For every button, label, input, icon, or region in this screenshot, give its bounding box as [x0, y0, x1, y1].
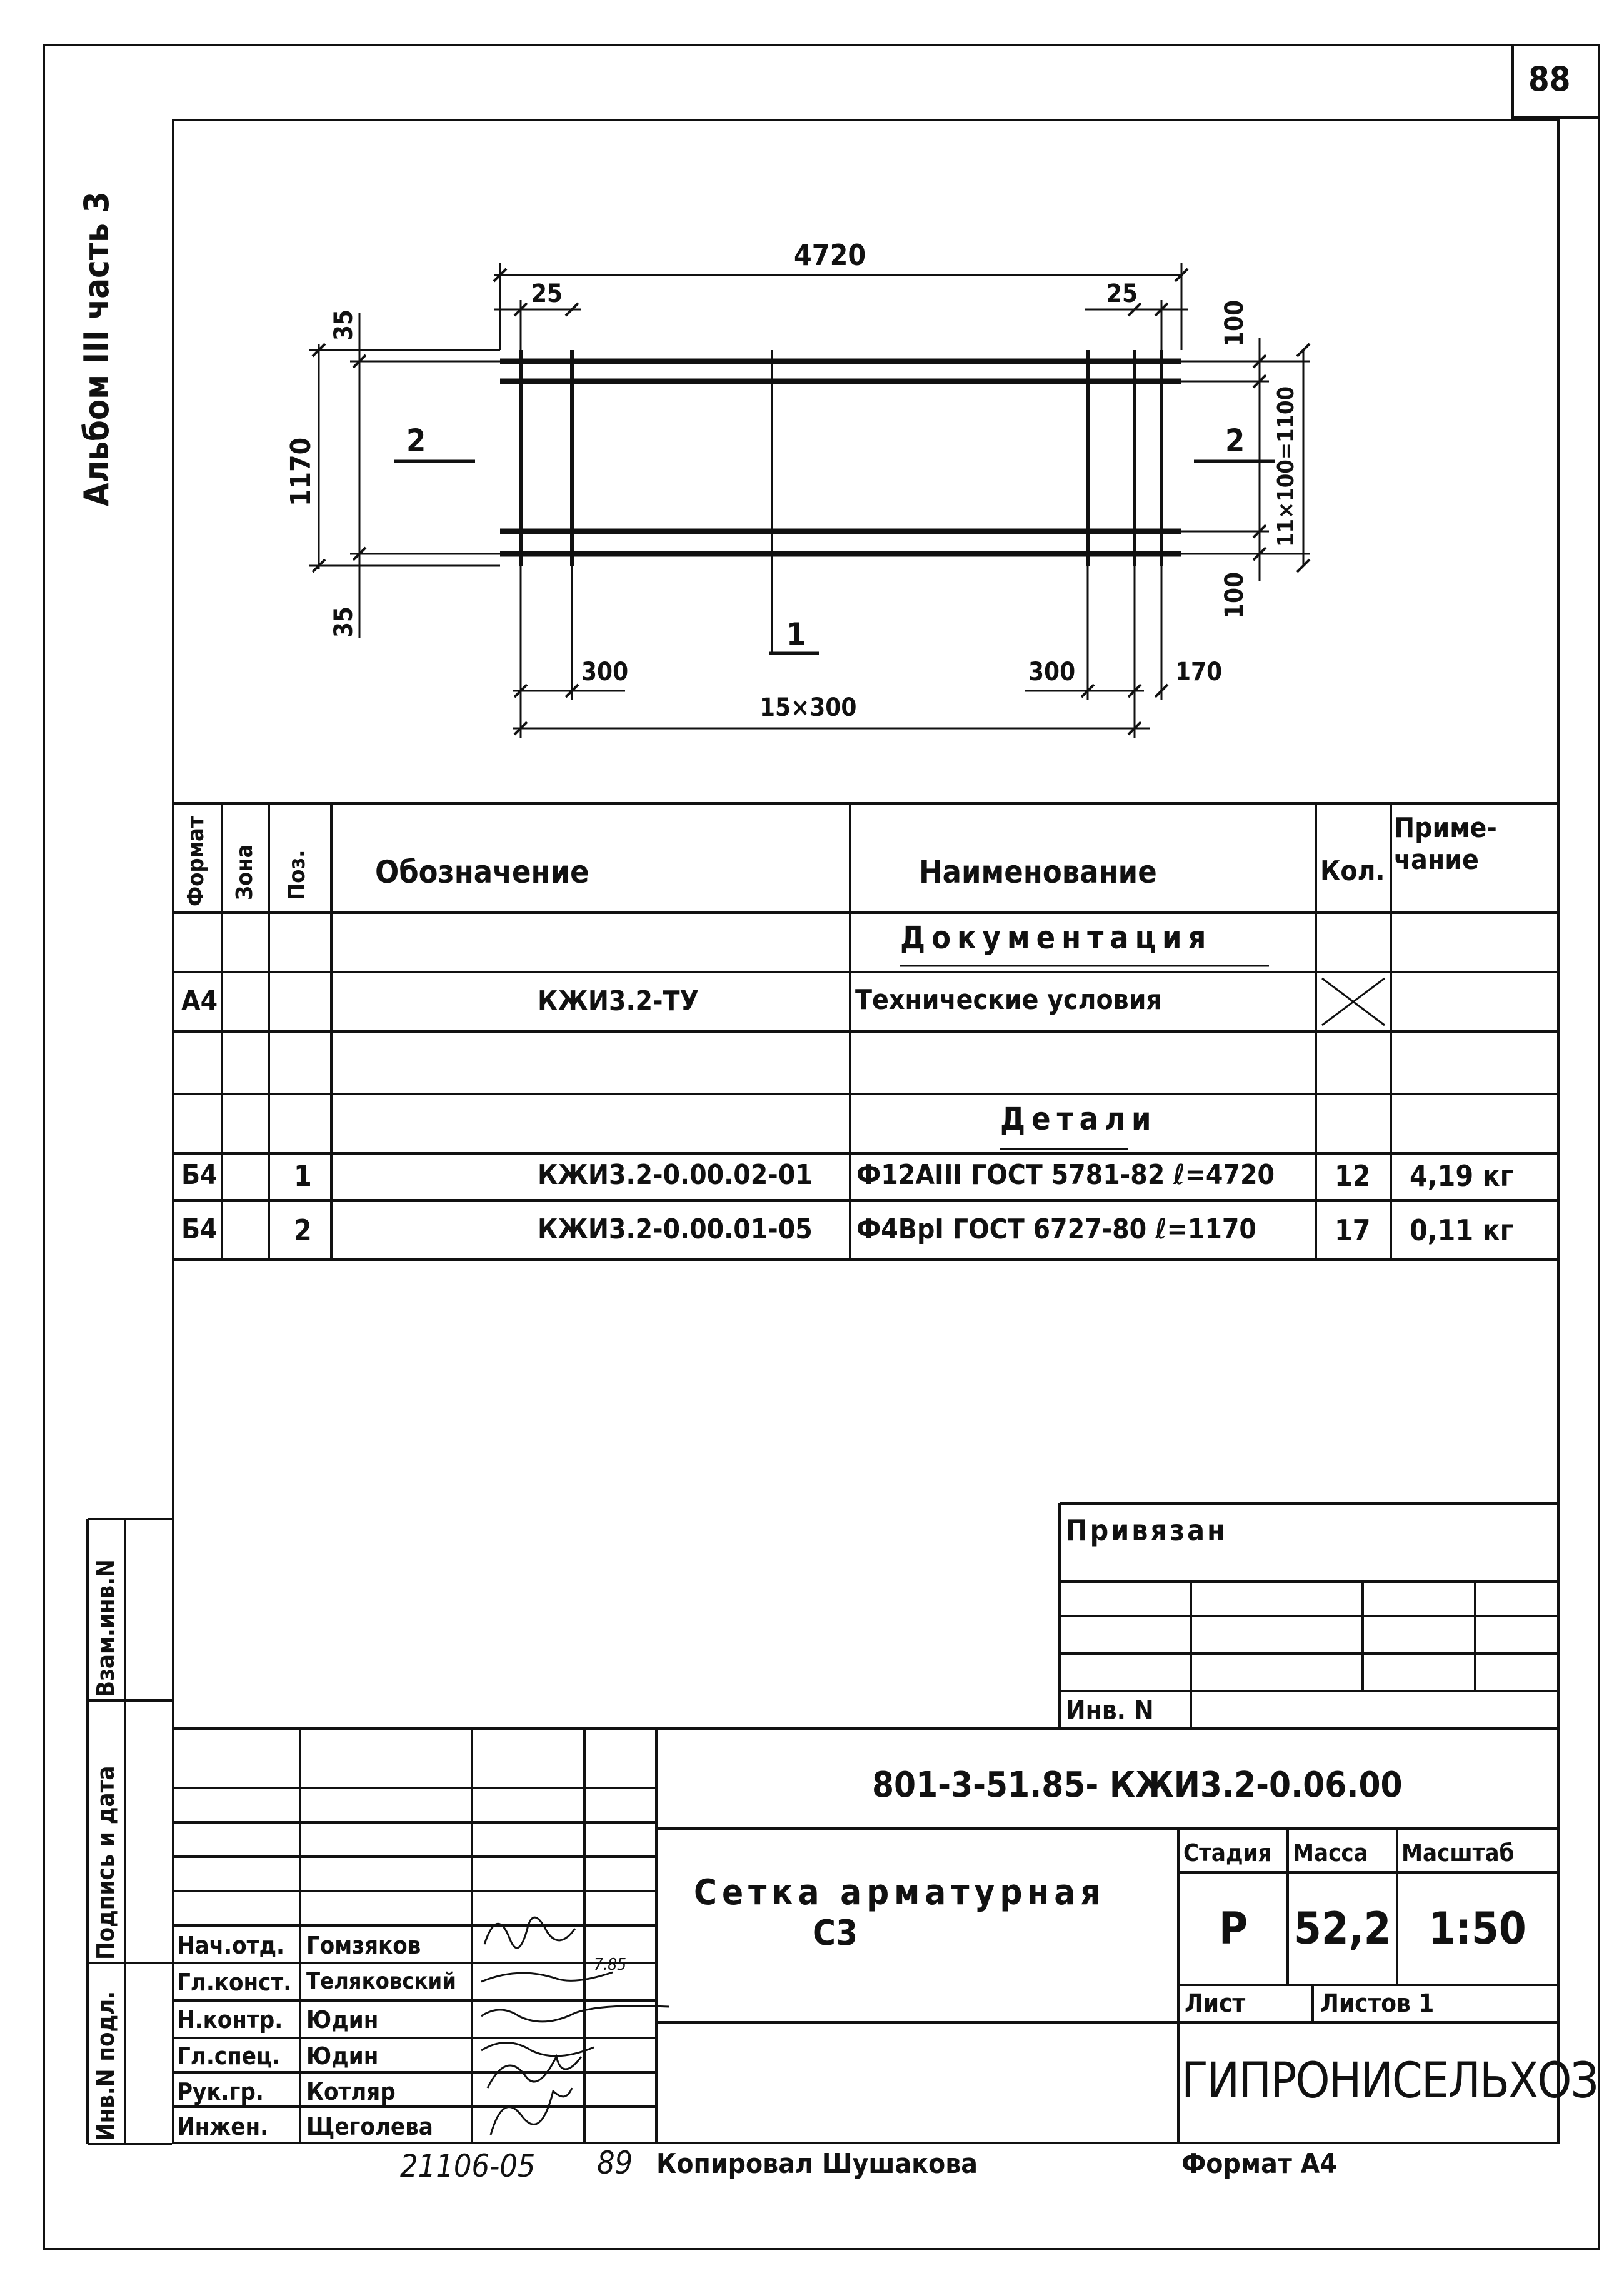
sig-name: Гомзяков [306, 1932, 421, 1959]
row1-designation: КЖИ3.2-ТУ [538, 985, 699, 1017]
section-mark-left: 2 [406, 423, 426, 459]
header-designation: Обозначение [375, 854, 589, 890]
sig-name: Щеголева [306, 2113, 433, 2140]
sig-name: Котляр [306, 2078, 396, 2105]
album-label: Альбом III часть 3 [77, 191, 116, 506]
dim-spacing-total: 15×300 [759, 693, 857, 722]
side-stamp-inv: Инв.N подл. [92, 1990, 119, 2141]
row2-format: Б4 [181, 1159, 218, 1191]
binding-title: Привязан [1066, 1513, 1228, 1547]
sign-date: 7.85 [594, 1955, 627, 1974]
header-qty: Кол. [1320, 855, 1385, 887]
sig-name: Юдин [306, 2006, 379, 2034]
header-name: Наименование [919, 854, 1157, 890]
binding-inv-label: Инв. N [1066, 1695, 1154, 1725]
section-mark-right: 2 [1225, 423, 1245, 459]
dim-cover-top: 35 [329, 309, 358, 341]
side-stamp-replace: Взам.инв.N [92, 1559, 119, 1697]
row2-qty: 12 [1335, 1159, 1371, 1193]
row2-note: 4,19 кг [1410, 1159, 1514, 1193]
section-mark-bottom: 1 [786, 616, 806, 653]
row3-format: Б4 [181, 1213, 218, 1245]
mass-header: Масса [1293, 1839, 1368, 1867]
scale-header: Масштаб [1401, 1839, 1515, 1867]
dim-spacing-right: 11×100=1100 [1273, 386, 1299, 547]
dim-cover-bottom: 35 [329, 606, 358, 638]
row3-note: 0,11 кг [1410, 1213, 1514, 1247]
sig-role: Гл.спец. [177, 2042, 281, 2070]
sig-role: Н.контр. [177, 2006, 283, 2034]
sig-role: Нач.отд. [177, 1932, 285, 1959]
row1-format: А4 [181, 985, 218, 1017]
stage-header: Стадия [1183, 1839, 1272, 1867]
footer-page-number: 89 [597, 2145, 633, 2181]
sig-name: Юдин [306, 2042, 379, 2070]
row2-name: Ф12АIII ГОСТ 5781-82 ℓ=4720 [856, 1159, 1275, 1191]
dim-spacing-right-bottom: 300 [1028, 658, 1076, 686]
header-zone: Зона [232, 844, 258, 900]
format-label: Формат А4 [1181, 2148, 1337, 2180]
header-format: Формат [183, 816, 209, 906]
row3-qty: 17 [1335, 1213, 1371, 1247]
row3-pos: 2 [294, 1213, 312, 1247]
doc-code: 801-3-51.85- КЖИ3.2-0.06.00 [872, 1765, 1403, 1805]
dim-end-right: 25 [1106, 279, 1138, 308]
signatures [481, 1917, 669, 2135]
side-stamp-sign: Подпись и дата [92, 1765, 119, 1960]
dim-end-left: 25 [531, 279, 563, 308]
title-line1: Сетка арматурная [694, 1872, 1106, 1913]
header-note-text: Приме-чание [1394, 812, 1497, 876]
sig-role: Рук.гр. [177, 2078, 264, 2105]
mass-value: 52,2 [1294, 1903, 1391, 1954]
archive-number: 21106-05 [400, 2148, 536, 2184]
row2-pos: 1 [294, 1159, 312, 1193]
row3-name: Ф4ВрI ГОСТ 6727-80 ℓ=1170 [856, 1213, 1256, 1245]
sheets-label: Листов 1 [1320, 1989, 1435, 2018]
header-pos: Поз. [284, 850, 310, 900]
sig-name: Теляковский [306, 1969, 456, 1994]
copied-by: Копировал Шушакова [656, 2148, 978, 2180]
title-line2: С3 [813, 1913, 858, 1954]
sheet-label: Лист [1185, 1989, 1246, 2018]
dim-edge-bottom: 100 [1220, 571, 1249, 619]
org-name: ГИПРОНИСЕЛЬХОЗ [1181, 2053, 1598, 2109]
dim-height: 1170 [285, 437, 317, 506]
stage-value: Р [1219, 1903, 1248, 1954]
row2-designation: КЖИ3.2-0.00.02-01 [538, 1159, 813, 1191]
dim-edge-top: 100 [1220, 299, 1249, 347]
sig-role: Гл.конст. [177, 1969, 292, 1996]
page-number: 88 [1528, 59, 1571, 99]
dim-end-right-bottom: 170 [1175, 658, 1223, 686]
row1-name: Технические условия [855, 984, 1162, 1016]
sig-role: Инжен. [177, 2113, 269, 2140]
scale-value: 1:50 [1428, 1903, 1526, 1954]
section-docs: Документация [900, 920, 1213, 956]
section-details: Детали [1000, 1101, 1158, 1137]
row3-designation: КЖИ3.2-0.00.01-05 [538, 1213, 813, 1245]
dim-overall-length: 4720 [794, 238, 866, 272]
dim-spacing-left: 300 [581, 658, 629, 686]
